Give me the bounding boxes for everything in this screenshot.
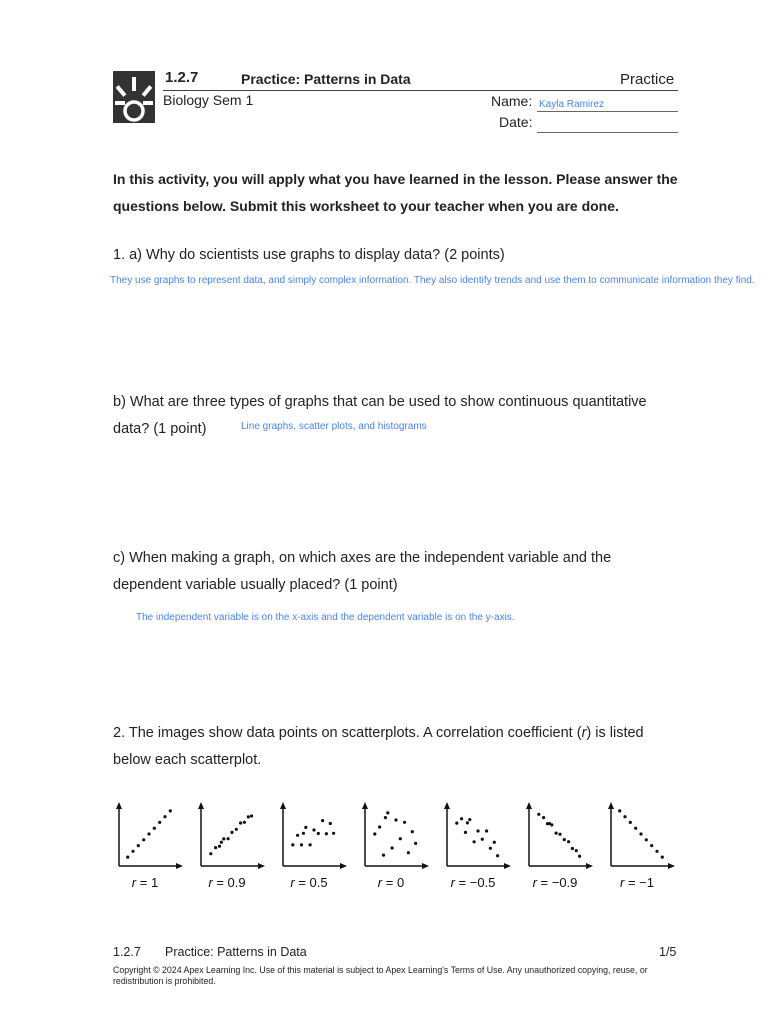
data-point [394,818,397,821]
answer-1a[interactable]: They use graphs to represent data, and simply complex information. They also identify trends and use them to communicate information they find. [110,275,755,286]
data-point [481,838,484,841]
course-name: Biology Sem 1 [163,92,254,108]
name-underline [537,111,678,112]
data-point [227,837,230,840]
data-point [650,844,653,847]
question-2-text: 2. The images show data points on scatterplots. A correlation coefficient (r) is listed below each scatterplot. [113,725,644,768]
data-point [304,826,307,829]
data-point [399,837,402,840]
scatterplot [605,800,675,895]
data-point [575,849,578,852]
data-point [247,815,250,818]
correlation-label: r = −1 [620,875,654,890]
instructions: In this activity, you will apply what you have learned in the lesson. Please answer the questions below. Submit this worksheet to your teacher when you are done. [113,171,678,214]
data-point [460,817,463,820]
correlation-label: r = 0.5 [290,875,328,890]
plot-axes [283,806,343,866]
data-point [209,852,212,855]
data-point [302,832,305,835]
data-point [629,821,632,824]
data-point [414,842,417,845]
data-point [661,856,664,859]
data-point [325,832,328,835]
data-point [235,828,238,831]
correlation-label: r = 1 [131,875,159,890]
data-point [230,831,233,834]
data-point [403,821,406,824]
data-point [455,822,458,825]
data-point [411,830,414,833]
data-point [384,816,387,819]
data-point [153,827,156,830]
data-point [214,846,217,849]
scatterplot-graph [605,800,675,872]
data-point [468,818,471,821]
copyright-notice: Copyright © 2024 Apex Learning Inc. Use of this material is subject to Apex Learning's Terms of Use. Any unauthorized copying, reuse, or redistribution is prohibited. [113,965,648,986]
axis-arrows [362,802,429,869]
data-point [555,832,558,835]
data-point [142,838,145,841]
data-point [309,843,312,846]
data-point [220,841,223,844]
data-point [618,809,621,812]
date-field[interactable] [537,132,678,133]
scatterplot-graph [523,800,593,872]
data-point [466,821,469,824]
data-point [158,821,161,824]
data-point [407,851,410,854]
header-divider [163,90,678,91]
scatterplot-graph [113,800,183,872]
data-point [329,822,332,825]
data-point [222,837,225,840]
data-point [537,813,540,816]
scatterplot [195,800,265,895]
data-point [655,850,658,853]
data-point [373,832,376,835]
correlation-label: r = 0.9 [208,875,246,890]
data-point [137,844,140,847]
data-point [147,832,150,835]
data-point [542,816,545,819]
data-point [243,821,246,824]
data-point [163,815,166,818]
data-point [558,833,561,836]
scatterplot [113,800,183,895]
lesson-number: 1.2.7 [165,69,199,86]
data-point [634,827,637,830]
correlation-label: r = −0.9 [532,875,578,890]
data-point [464,831,467,834]
data-point [296,834,299,837]
scatterplot [523,800,593,895]
data-point [578,855,581,858]
data-point [645,838,648,841]
axis-arrows [444,802,511,869]
data-point [473,840,476,843]
data-point [571,847,574,850]
data-point [639,832,642,835]
apex-logo [113,71,155,123]
scatterplot [359,800,429,895]
axis-arrows [280,802,347,869]
data-point [489,847,492,850]
scatterplot-graph [441,800,511,872]
data-point [386,811,389,814]
data-point [126,856,129,859]
data-point [169,809,172,812]
answer-1c[interactable]: The independent variable is on the x-axis and the dependent variable is on the y-axis. [136,612,515,623]
date-label: Date: [499,114,533,130]
scatterplot-graph [359,800,429,872]
data-point [567,840,570,843]
data-point [476,829,479,832]
name-label: Name: [491,93,533,109]
question-1b: b) What are three types of graphs that can be used to show continuous quantitative data? (1 point) [113,394,647,437]
data-point [239,821,242,824]
data-point [493,841,496,844]
correlation-label: r = 0 [377,875,405,890]
data-point [332,832,335,835]
data-point [496,854,499,857]
question-1c: c) When making a graph, on which axes are the independent variable and the dependent variable usually placed? (1 point) [113,550,612,593]
scatterplot [277,800,347,895]
page-number: 1/5 [659,945,677,959]
data-point [250,814,253,817]
footer-title: Practice: Patterns in Data [165,945,307,959]
scatterplot-graph [277,800,347,872]
data-point [485,829,488,832]
worksheet-title: Practice: Patterns in Data [241,71,411,87]
data-point [291,843,294,846]
data-point [312,828,315,831]
data-point [300,843,303,846]
data-point [623,815,626,818]
data-point [218,845,221,848]
data-point [317,832,320,835]
worksheet-kind: Practice [620,71,675,88]
question-1a: 1. a) Why do scientists use graphs to display data? (2 points) [113,247,505,263]
scatterplot-graph [195,800,265,872]
plot-axes [365,806,425,866]
correlation-label: r = −0.5 [450,875,496,890]
answer-1b[interactable]: Line graphs, scatter plots, and histograms [241,421,427,432]
question-2 [113,720,683,774]
data-point [563,838,566,841]
data-point [391,846,394,849]
data-point [548,822,551,825]
scatterplot [441,800,511,895]
data-point [378,825,381,828]
data-point [131,850,134,853]
data-point [321,819,324,822]
data-point [382,854,385,857]
axis-arrows [198,802,265,869]
footer-code: 1.2.7 [113,945,141,959]
name-field[interactable]: Kayla Ramirez [539,99,605,110]
